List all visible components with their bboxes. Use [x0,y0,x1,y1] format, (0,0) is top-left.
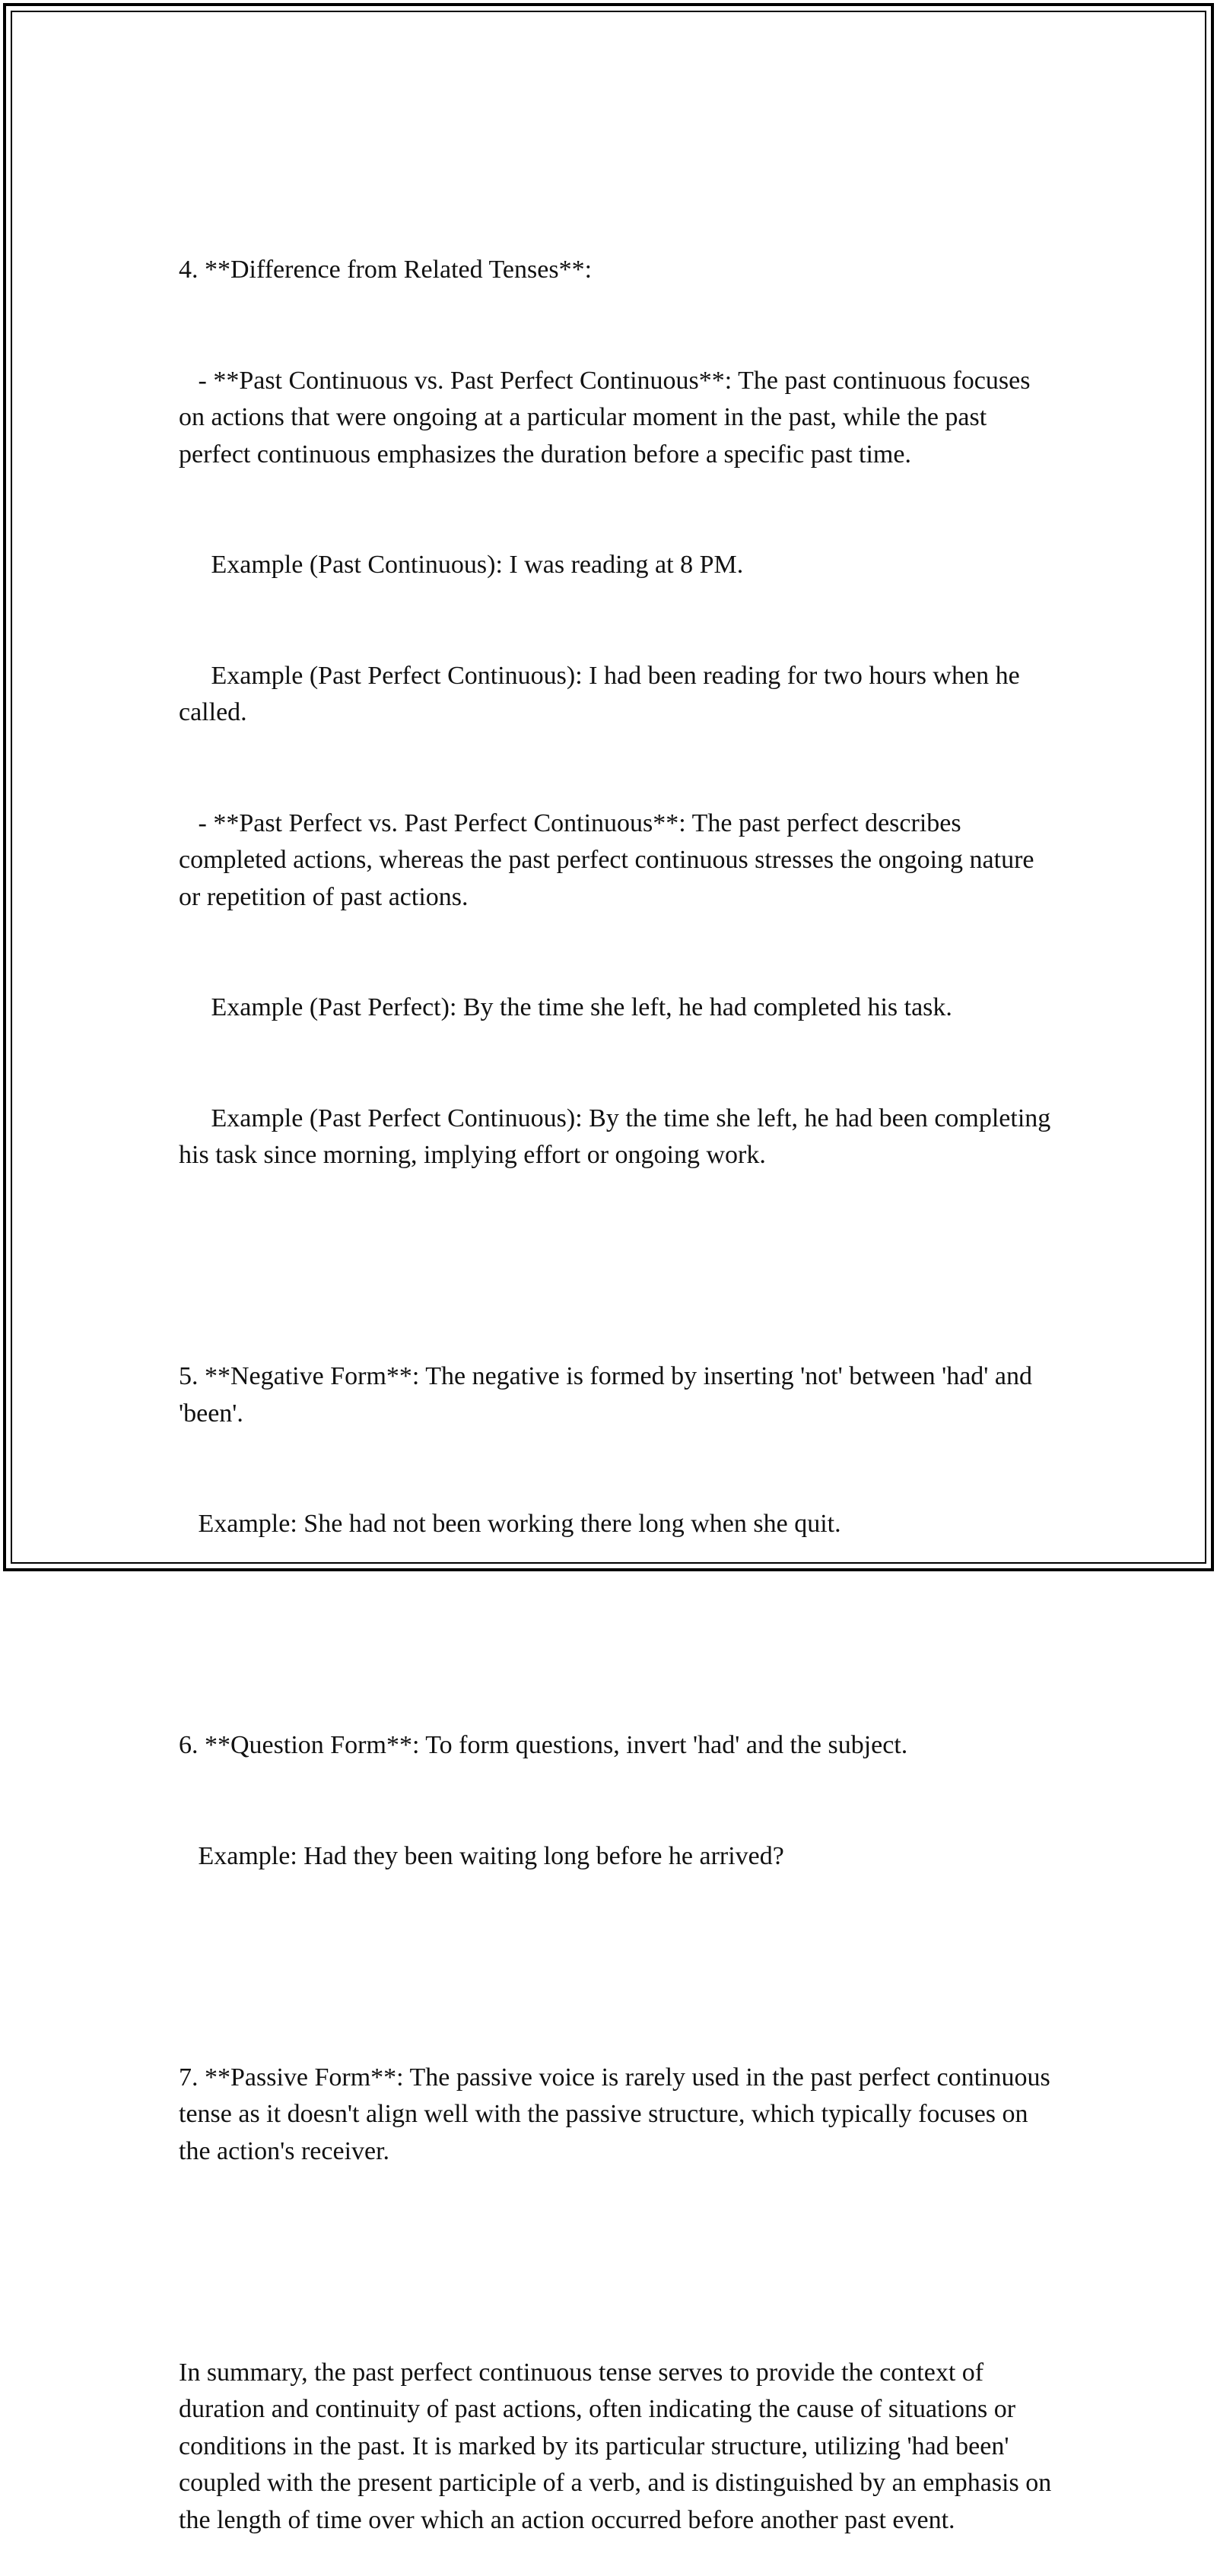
section-4-item-2-example-1: Example (Past Perfect): By the time she left, he had completed his task. [179,993,952,1021]
section-4-item-1: - **Past Continuous vs. Past Perfect Continuous**: The past continuous focuses on actions that were ongoing at a particular moment in the past, while the past perfect continuous emphasizes the duration before a specific past time. [179,366,1037,469]
section-6-example: Example: Had they been waiting long before he arrived? [179,1841,784,1870]
summary-paragraph: In summary, the past perfect continuous tense serves to provide the context of duration and continuity of past actions, often indicating the cause of situations or conditions in the past. It is marked by its particular structure, utilizing 'had been' coupled with the present participle of a verb, and is distinguished by an emphasis on the length of time over which an action occurred before another past event. [179,2358,1058,2534]
section-4-item-1-example-2: Example (Past Perfect Continuous): I had been reading for two hours when he called. [179,661,1027,726]
spacer [179,1949,1053,1986]
spacer [179,1248,1053,1285]
spacer [179,2244,1053,2281]
section-4-item-1-example-1: Example (Past Continuous): I was reading at 8 PM. [179,551,744,579]
section-5-text: 5. **Negative Form**: The negative is formed by inserting 'not' between 'had' and 'been'. [179,1362,1039,1428]
section-6-text: 6. **Question Form**: To form questions, invert 'had' and the subject. [179,1731,908,1759]
section-4-item-2-example-2: Example (Past Perfect Continuous): By the time she left, he had been completing his task since morning, implying effort or ongoing work. [179,1104,1057,1169]
section-7-text: 7. **Passive Form**: The passive voice is rarely used in the past perfect continuous tense as it doesn't align well with the passive structure, which typically focuses on the action's receiver. [179,2063,1057,2165]
section-5-example: Example: She had not been working there long when she quit. [179,1510,841,1538]
spacer [179,1617,1053,1654]
document-body [179,178,1058,2576]
section-4-heading: 4. **Difference from Related Tenses**: [179,256,593,284]
section-4-item-2: - **Past Perfect vs. Past Perfect Continuous**: The past perfect describes completed actions, whereas the past perfect continuous stresses the ongoing nature or repetition of past actions. [179,808,1041,911]
